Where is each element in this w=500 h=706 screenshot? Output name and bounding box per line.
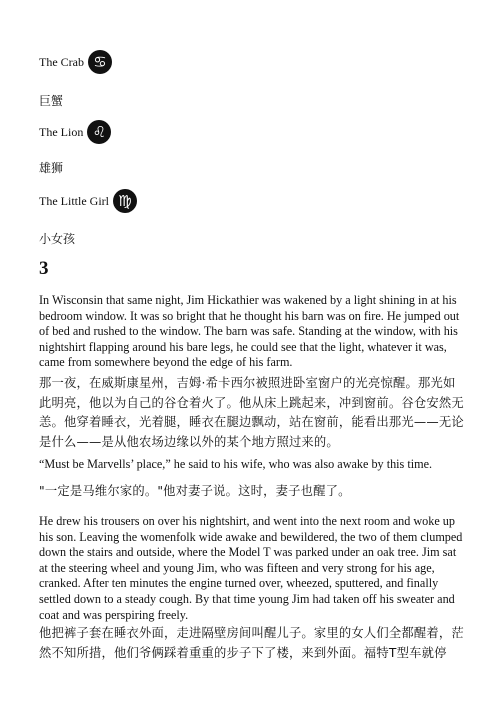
cancer-zodiac-icon: ♋ bbox=[88, 50, 112, 74]
sign-zh-label: 巨蟹 bbox=[39, 94, 64, 108]
sign-name: The Lion bbox=[39, 124, 84, 139]
virgo-zodiac-icon: ♍ bbox=[113, 189, 137, 213]
paragraph-zh: "一定是马维尔家的。"他对妻子说。这时，妻子也醒了。 bbox=[39, 484, 351, 498]
sign-lion bbox=[39, 120, 111, 144]
paragraph-en: He drew his trousers on over his nightshirt, and went into the next room and woke up his son. Leaving the womenfolk wide awake and bewildered, the two of them clumped down the stairs and outside, where the Model T was parked under an oak tree. Jim sat at the steering wheel and young Jim, who was fifteen and very strong for his age, cranked. After ten minutes the engine turned over, wheezed, sputtered, and finally settled down to a steady cough. By that time young Jim had taken off his sweater and coat and was perspiring freely. bbox=[39, 514, 463, 622]
paragraph-zh: 那一夜，在威斯康星州，吉姆·希卡西尔被照进卧室窗户的光亮惊醒。那光如此明亮，他以为自己的谷仓着火了。他从床上跳起来，冲到窗前。谷仓安然无恙。他穿着睡衣，光着腿，睡衣在腿边飘动，站在窗前，能看出那光——无论是什么——是从他农场边缘以外的某个地方照过来的。 bbox=[39, 376, 464, 449]
paragraph-zh: 他把裤子套在睡衣外面，走进隔壁房间叫醒儿子。家里的女人们全都醒着，茫然不知所措，他们爷俩踩着重重的步子下了楼，来到外面。福特T型车就停 bbox=[39, 626, 464, 660]
sign-little-girl bbox=[39, 189, 137, 213]
sign-name: The Little Girl bbox=[39, 193, 109, 208]
sign-name: The Crab bbox=[39, 54, 84, 69]
paragraph-en: “Must be Marvells’ place,” he said to his wife, who was also awake by this time. bbox=[39, 457, 433, 471]
sign-zh-label: 雄狮 bbox=[39, 161, 64, 175]
sign-zh-label: 小女孩 bbox=[39, 232, 76, 246]
leo-zodiac-icon: ♌ bbox=[87, 120, 111, 144]
chapter-heading: 3 bbox=[39, 258, 49, 279]
sign-crab bbox=[39, 50, 112, 74]
paragraph-en: In Wisconsin that same night, Jim Hickathier was wakened by a light shining in at his bedroom window. It was so bright that he thought his barn was on fire. He jumped out of bed and rushed to the window. The barn was safe. Standing at the window, with his nightshirt flapping around his bare legs, he could see that the light, whatever it was, came from somewhere beyond the edge of his farm. bbox=[39, 293, 460, 370]
